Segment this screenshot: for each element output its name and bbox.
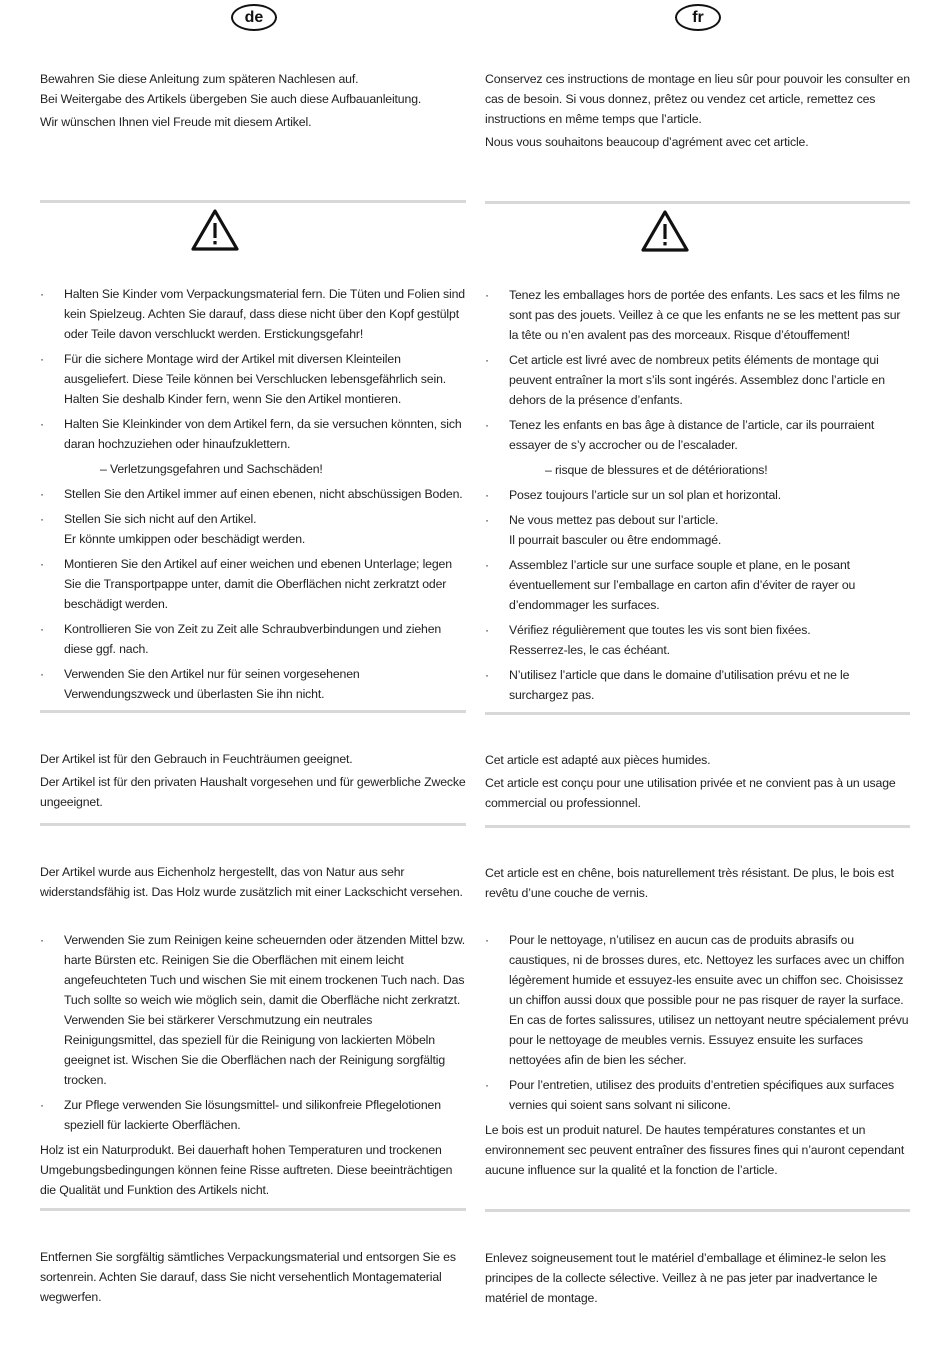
usage-line: Cet article est conçu pour une utilisation privée et ne convient pas à un usage commercial ou professionnel. — [485, 776, 896, 810]
disposal-text: Entfernen Sie sorgfältig sämtliches Verpackungsmaterial und entsorgen Sie es sortenrein. Achten Sie darauf, dass Sie nicht versehentlich Montagematerial wegwerfen. — [40, 1250, 456, 1304]
list-item: · Montieren Sie den Artikel auf einer weichen und ebenen Unterlage; legen Sie die Transportpappe unter, damit die Oberflächen nicht zerkratzt oder beschädigt werden. — [40, 557, 452, 611]
list-item: · Halten Sie Kinder vom Verpackungsmaterial fern. Die Tüten und Folien sind kein Spielzeug. Achten Sie darauf, dass diese nicht über den Kopf gestülpt oder Teile davon verschluckt werden. Erstickungsgefahr! — [40, 287, 465, 341]
safety-list — [40, 284, 466, 454]
disposal-section — [485, 1248, 910, 1308]
usage-line: Cet article est adapté aux pièces humides. — [485, 753, 711, 767]
material-section — [40, 862, 466, 902]
list-item: · N’utilisez l’article que dans le domaine d’utilisation prévu et ne le surchargez pas. — [485, 668, 850, 702]
wood-note: Le bois est un produit naturel. De hautes températures constantes et un environnement sec peuvent entraîner des fissures fines qui n’auront cependant aucune influence sur la qualité et la fonction de l’article. — [485, 1123, 905, 1177]
column-french — [485, 0, 910, 1360]
disposal-section — [40, 1247, 466, 1307]
safety-section — [40, 284, 466, 709]
language-badge-de: de — [231, 4, 277, 31]
intro-line: Conservez ces instructions de montage en lieu sûr pour pouvoir les consulter en cas de besoin. Si vous donnez, prêtez ou vendez cet article, remettez ces instructions en même temps que l’article. — [485, 72, 910, 126]
list-item: · Pour l’entretien, utilisez des produits d’entretien spécifiques aux surfaces vernies qui soient sans solvant ni silicone. — [485, 1078, 895, 1112]
list-item: · Assemblez l’article sur une surface souple et plane, en le posant éventuellement sur l’emballage en carton afin d’éviter de rayer ou d’endommager les surfaces. — [485, 558, 856, 612]
intro-line: Bewahren Sie diese Anleitung zum späteren Nachlesen auf. — [40, 72, 359, 86]
divider — [485, 825, 910, 828]
divider — [485, 712, 910, 715]
usage-section — [485, 750, 910, 813]
warning-triangle-icon — [640, 209, 690, 253]
list-item: · Posez toujours l’article sur un sol plan et horizontal. — [485, 488, 781, 502]
divider — [40, 710, 466, 713]
care-section — [40, 930, 466, 1200]
safety-warning-note: – Verletzungsgefahren und Sachschäden! — [100, 462, 323, 476]
usage-line: Der Artikel ist für den privaten Haushalt vorgesehen und für gewerbliche Zwecke ungeeignet. — [40, 775, 466, 809]
warning-triangle-icon — [190, 208, 240, 252]
material-section — [485, 863, 910, 903]
care-list — [485, 930, 910, 1115]
divider — [485, 1209, 910, 1212]
intro-line: Nous vous souhaitons beaucoup d’agrément avec cet article. — [485, 135, 809, 149]
safety-warning-note: – risque de blessures et de détériorations! — [545, 463, 768, 477]
care-list — [40, 930, 466, 1135]
usage-line: Der Artikel ist für den Gebrauch in Feuchträumen geeignet. — [40, 752, 353, 766]
usage-section — [40, 749, 466, 812]
list-item: · Pour le nettoyage, n’utilisez en aucun cas de produits abrasifs ou caustiques, ni de brosses dures, etc. Nettoyez les surfaces avec un chiffon légèrement humide et essuyez-les ensuite avec un chiffon sec. Choisissez un chiffon aussi doux que possible pour ne pas risquer de rayer la surface. En cas de fortes salissures, utilisez un nettoyant neutre spécialement prévu pour le nettoyage de meubles vernis. Essuyez ensuite les surfaces nettoyées afin de bien les sécher. — [485, 933, 909, 1067]
list-item: · Kontrollieren Sie von Zeit zu Zeit alle Schraubverbindungen und ziehen diese ggf. nach. — [40, 622, 442, 656]
list-item: · Für die sichere Montage wird der Artikel mit diversen Kleinteilen ausgeliefert. Diese Teile können bei Verschlucken lebensgefährlich sein. Halten Sie deshalb Kinder fern, wenn Sie den Artikel montieren. — [40, 352, 447, 406]
disposal-text: Enlevez soigneusement tout le matériel d’emballage et éliminez-le selon les principes de la collecte sélective. Veillez à ne pas jeter par inadvertance le matériel de montage. — [485, 1251, 886, 1305]
divider — [485, 201, 910, 204]
material-text: Cet article est en chêne, bois naturellement très résistant. De plus, le bois est revêtu d’une couche de vernis. — [485, 866, 894, 900]
intro-line: Bei Weitergabe des Artikels übergeben Sie auch diese Aufbauanleitung. — [40, 92, 422, 106]
list-item: · Verwenden Sie zum Reinigen keine scheuernden oder ätzenden Mittel bzw. harte Bürsten etc. Reinigen Sie die Oberflächen mit einem leicht angefeuchteten Tuch und wischen Sie mit einem trockenen Tuch nach. Das Tuch sollte so weich wie möglich sein, damit die Oberfläche nicht zerkratzt. Verwenden Sie bei stärkerer Verschmutzung ein neutrales Reinigungsmittel, das speziell für die Reinigung von lackierten Möbeln geeignet ist. Wischen Sie die Oberflächen nach der Reinigung sorgfältig trocken. — [40, 933, 466, 1087]
divider — [40, 1208, 466, 1211]
list-item: · Cet article est livré avec de nombreux petits éléments de montage qui peuvent entraîner la mort s’ils sont ingérés. Assemblez donc l’article en dehors de la présence d’enfants. — [485, 353, 885, 407]
intro-line: Wir wünschen Ihnen viel Freude mit diesem Artikel. — [40, 115, 312, 129]
material-text: Der Artikel wurde aus Eichenholz hergestellt, das von Natur aus sehr widerstandsfähig ist. Das Holz wurde zusätzlich mit einer Lackschicht versehen. — [40, 865, 463, 899]
safety-list-2 — [40, 484, 466, 704]
list-item: · Stellen Sie den Artikel immer auf einen ebenen, nicht abschüssigen Boden. — [40, 487, 463, 501]
list-item: · Stellen Sie sich nicht auf den Artikel. Er könnte umkippen oder beschädigt werden. — [40, 512, 306, 546]
list-item: · Ne vous mettez pas debout sur l’article. Il pourrait basculer ou être endommagé. — [485, 513, 722, 547]
safety-list — [485, 285, 910, 455]
list-item: · Halten Sie Kleinkinder von dem Artikel fern, da sie versuchen könnten, sich daran hochzuziehen oder hinaufzuklettern. — [40, 417, 462, 451]
list-item: · Verwenden Sie den Artikel nur für seinen vorgesehenen Verwendungszweck und überlasten Sie ihn nicht. — [40, 667, 360, 701]
list-item: · Zur Pflege verwenden Sie lösungsmittel- und silikonfreie Pflegelotionen speziell für lackierte Oberflächen. — [40, 1098, 441, 1132]
list-item: · Vérifiez régulièrement que toutes les vis sont bien fixées. Resserrez-les, le cas échéant. — [485, 623, 811, 657]
intro-section — [485, 69, 910, 152]
wood-note: Holz ist ein Naturprodukt. Bei dauerhaft hohen Temperaturen und trockenen Umgebungsbedingungen können feine Risse auftreten. Diese beeinträchtigen die Qualität und Funktion des Artikels nicht. — [40, 1143, 453, 1197]
column-german — [40, 0, 466, 1360]
language-badge-fr: fr — [675, 4, 721, 31]
list-item: · Tenez les enfants en bas âge à distance de l’article, car ils pourraient essayer de s’y accrocher ou de l’escalader. — [485, 418, 875, 452]
safety-section — [485, 285, 910, 710]
safety-list-2 — [485, 485, 910, 705]
divider — [40, 200, 466, 203]
care-section — [485, 930, 910, 1180]
divider — [40, 823, 466, 826]
list-item: · Tenez les emballages hors de portée des enfants. Les sacs et les films ne sont pas des jouets. Veillez à ce que les enfants ne se les mettent pas sur la tête ou n’en avalent pas des morceaux. Risque d’étouffement! — [485, 288, 901, 342]
intro-section — [40, 69, 466, 132]
